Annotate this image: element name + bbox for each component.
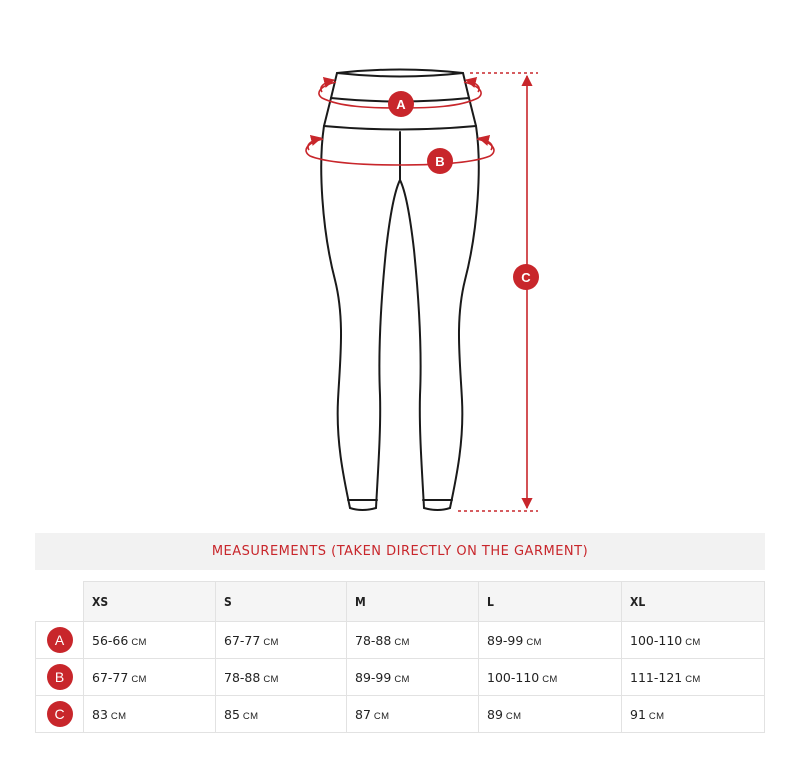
marker-a-badge [388,91,414,117]
measurements-caption: MEASUREMENTS (TAKEN DIRECTLY ON THE GARMENT) [35,533,765,570]
row-marker-badge: C [47,701,73,727]
table-row [36,622,765,659]
measurement-value: 87 [355,706,371,722]
measurement-value: 56-66 [92,632,129,648]
row-label-cell [36,622,84,659]
size-header-row [36,582,765,622]
table-cell [216,659,347,696]
measurement-value: 100-110 [487,669,540,685]
table-cell [84,696,216,733]
measurement-unit: CM [131,636,147,648]
measurement-unit: CM [685,673,701,685]
measurement-value: 100-110 [630,632,683,648]
measurement-value: 91 [630,706,646,722]
size-header-xs: XS [84,582,216,622]
table-row [36,696,765,733]
table-cell [84,659,216,696]
marker-a-label: A [396,97,406,112]
header-corner [36,582,84,622]
table-cell [479,622,622,659]
measure-c-line [458,73,538,511]
measurement-unit: CM [394,636,410,648]
measurement-unit: CM [542,673,558,685]
row-label-cell [36,659,84,696]
table-cell [479,659,622,696]
marker-b-badge [427,148,453,174]
table-cell [347,659,479,696]
measurement-unit: CM [648,710,665,722]
table-cell [216,696,347,733]
measurement-unit: CM [263,673,279,685]
table-row [36,659,765,696]
measurement-unit: CM [110,710,127,722]
marker-c-badge [513,264,539,290]
table-cell [622,622,765,659]
table-cell [622,659,765,696]
measurement-unit: CM [242,710,259,722]
size-header-l: L [479,582,622,622]
measurement-value: 67-77 [224,632,261,648]
measurement-value: 83 [92,706,108,722]
measurement-unit: CM [131,673,147,685]
table-cell [347,696,479,733]
leggings-outline [321,70,478,511]
table-cell [622,696,765,733]
row-marker-badge: A [47,627,73,653]
measurement-value: 111-121 [630,669,683,685]
table-cell [479,696,622,733]
table-cell [216,622,347,659]
measurement-unit: CM [373,710,390,722]
row-marker-badge: B [47,664,73,690]
measurement-unit: CM [263,636,279,648]
measurement-value: 89 [487,706,503,722]
measurement-value: 89-99 [355,669,392,685]
size-header-xl: XL [622,582,765,622]
measurement-unit: CM [394,673,410,685]
table-cell [347,622,479,659]
row-label-cell [36,696,84,733]
measurement-value: 78-88 [355,632,392,648]
measurement-unit: CM [526,636,542,648]
measurement-unit: CM [685,636,701,648]
measurement-value: 78-88 [224,669,261,685]
measurement-value: 67-77 [92,669,129,685]
marker-b-label: B [435,154,445,169]
size-header-m: M [347,582,479,622]
table-cell [84,622,216,659]
measurement-unit: CM [505,710,522,722]
marker-c-label: C [521,270,531,285]
measurement-value: 85 [224,706,240,722]
size-table [35,581,765,733]
measurement-value: 89-99 [487,632,524,648]
size-header-s: S [216,582,347,622]
